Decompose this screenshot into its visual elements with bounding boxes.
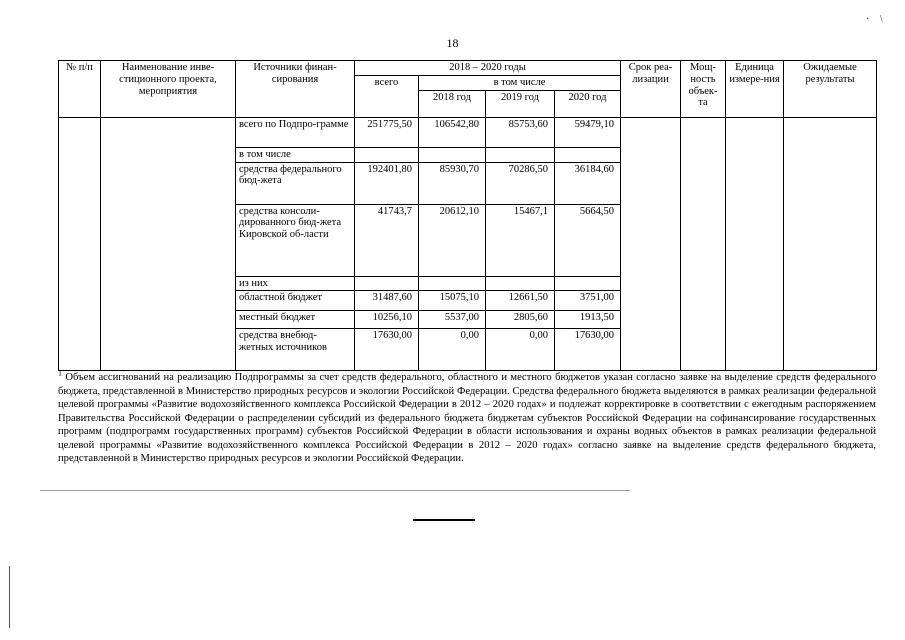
value-2020: 5664,50 <box>555 204 621 276</box>
header-row-1 <box>59 61 877 76</box>
source-label: средства федерального бюд-жета <box>236 162 355 204</box>
header-period: 2018 – 2020 годы <box>355 61 621 76</box>
value-2019: 15467,1 <box>486 204 555 276</box>
value-total: 31487,60 <box>355 291 419 311</box>
header-term: Срок реа-лизации <box>621 61 681 118</box>
header-total: всего <box>355 75 419 117</box>
value-2018: 15075,10 <box>419 291 486 311</box>
value-2020 <box>555 147 621 162</box>
value-2020 <box>555 276 621 291</box>
margin-mark <box>9 566 10 628</box>
footnote-text: Объем ассигнований на реализацию Подпрограммы за счет средств федерального, областного и местного бюджетов указан согласно заявке на выделение средств федерального бюджета, представленной в Министерство природных ресурсов и экологии Российской Федерации. Средства федерального бюджета выделяются в рамках реализации федеральной целевой программы «Развитие водохозяйственного комплекса Российской Федерации в 2012 – 2020 годах» и подлежат корректировке в соответствии с ежегодным распоряжением Правительства Российской Федерации о распределении субсидий из федерального бюджета бюджетам субъектов Российской Федерации на софинансирование государственных программ (подпрограмм государственных программ) субъектов Российской Федерации в области использования и охраны водных объектов в рамках реализации федеральной целевой программы «Развитие водохозяйственного комплекса Российской Федерации в 2012 – 2020 годах» согласно заявке на выделение средств федерального бюджета, представленной в Министерство природных ресурсов и экологии Российской Федерации. <box>58 372 877 465</box>
table-row <box>59 117 877 147</box>
header-results: Ожидаемые результаты <box>784 61 877 118</box>
header-2020: 2020 год <box>555 90 621 117</box>
cell-capacity <box>681 117 726 371</box>
header-2019: 2019 год <box>486 90 555 117</box>
value-2018: 0,00 <box>419 329 486 371</box>
value-total: 10256,10 <box>355 311 419 329</box>
header-2018: 2018 год <box>419 90 486 117</box>
value-2020: 1913,50 <box>555 311 621 329</box>
value-2018: 106542,80 <box>419 117 486 147</box>
value-total: 251775,50 <box>355 117 419 147</box>
cell-unit <box>726 117 784 371</box>
value-2020: 36184,60 <box>555 162 621 204</box>
header-capacity: Мощ-ность объек-та <box>681 61 726 118</box>
value-2019: 85753,60 <box>486 117 555 147</box>
header-number: № п/п <box>59 61 101 118</box>
header-project-name: Наименование инве-стиционного проекта, мероприятия <box>101 61 236 118</box>
footnote-marker: 1 <box>58 368 62 378</box>
header-funding-sources: Источники финан-сирования <box>236 61 355 118</box>
header-unit: Единица измере-ния <box>726 61 784 118</box>
value-2019: 12661,50 <box>486 291 555 311</box>
value-2018 <box>419 147 486 162</box>
value-2019 <box>486 276 555 291</box>
value-2020: 59479,10 <box>555 117 621 147</box>
cell-project-name <box>101 117 236 371</box>
value-2020: 17630,00 <box>555 329 621 371</box>
source-label: всего по Подпро-грамме <box>236 117 355 147</box>
budget-table <box>58 60 877 371</box>
source-label: местный бюджет <box>236 311 355 329</box>
value-total: 17630,00 <box>355 329 419 371</box>
footnote-separator-line <box>40 490 630 491</box>
value-2018: 5537,00 <box>419 311 486 329</box>
source-label: из них <box>236 276 355 291</box>
cell-number <box>59 117 101 371</box>
value-total <box>355 276 419 291</box>
value-2019: 0,00 <box>486 329 555 371</box>
source-label: в том числе <box>236 147 355 162</box>
page-number: 18 <box>446 36 459 50</box>
cell-term <box>621 117 681 371</box>
value-2018: 85930,70 <box>419 162 486 204</box>
footnote <box>58 368 877 466</box>
value-total: 192401,80 <box>355 162 419 204</box>
value-total <box>355 147 419 162</box>
cell-results <box>784 117 877 371</box>
value-2018: 20612,10 <box>419 204 486 276</box>
value-2019: 2805,60 <box>486 311 555 329</box>
source-label: средства внебюд-жетных источников <box>236 329 355 371</box>
source-label: областной бюджет <box>236 291 355 311</box>
value-2020: 3751,00 <box>555 291 621 311</box>
value-total: 41743,7 <box>355 204 419 276</box>
value-2019: 70286,50 <box>486 162 555 204</box>
corner-marks: · \ <box>866 14 887 25</box>
end-of-section-line <box>413 519 475 521</box>
header-including: в том числе <box>419 75 621 90</box>
value-2019 <box>486 147 555 162</box>
source-label: средства консоли-дированного бюд-жета Кировской об-ласти <box>236 204 355 276</box>
value-2018 <box>419 276 486 291</box>
